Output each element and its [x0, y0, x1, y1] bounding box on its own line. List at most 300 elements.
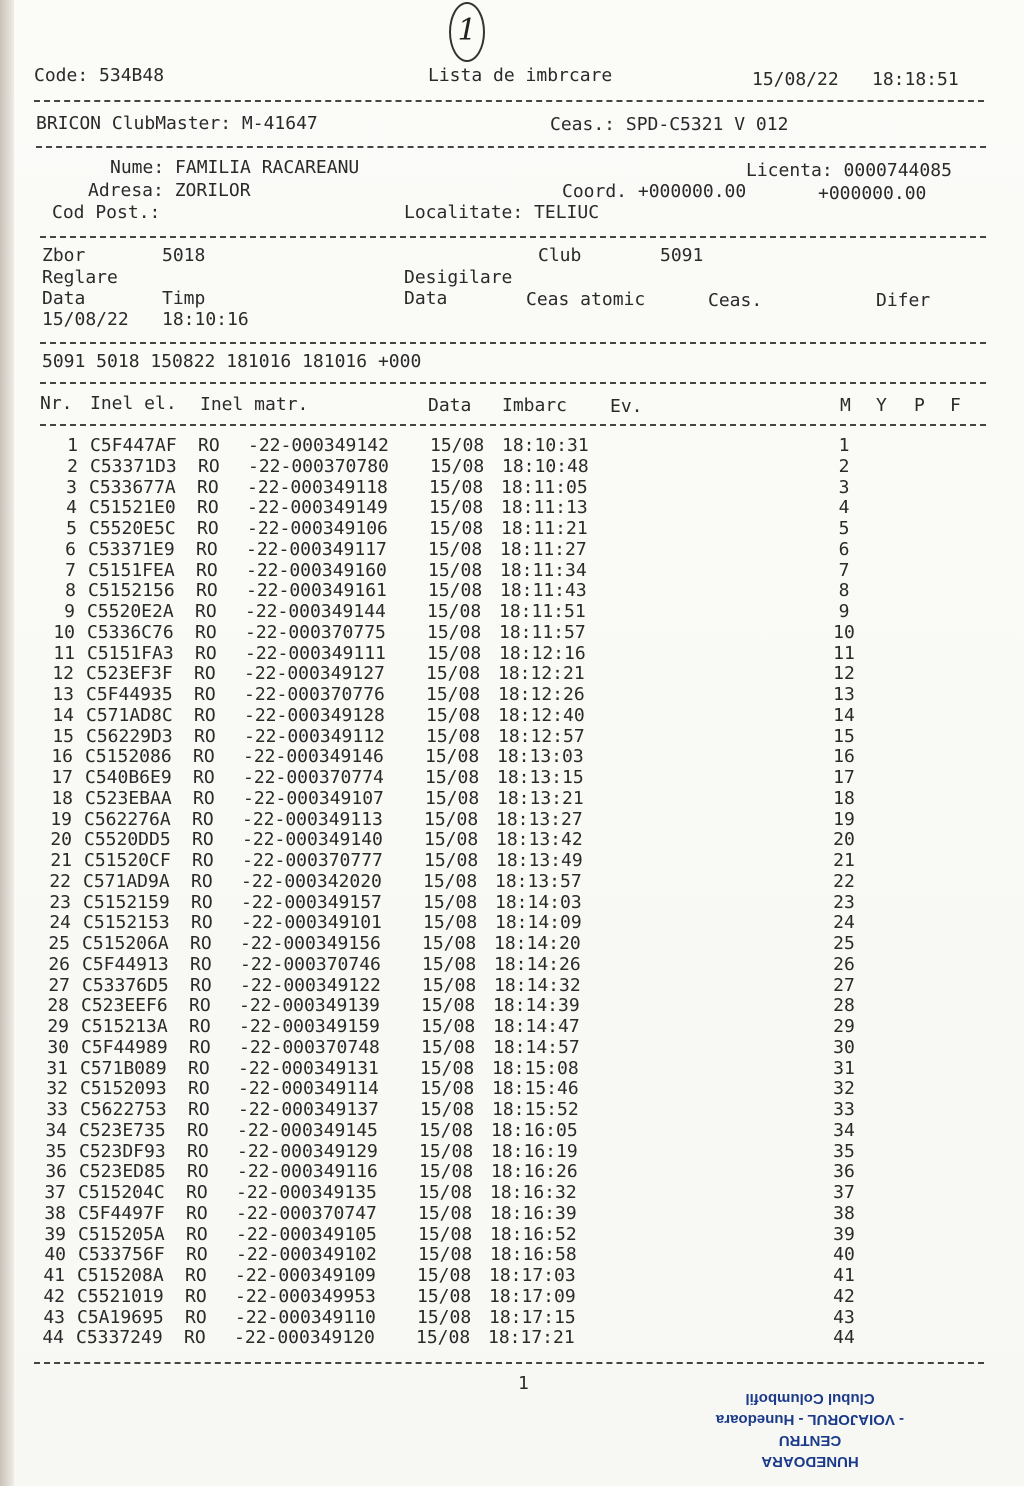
- row-date: 15/08: [428, 580, 483, 601]
- row-position: 42: [833, 1286, 855, 1307]
- row-date: 15/08: [424, 809, 479, 830]
- row-country: RO: [193, 746, 215, 767]
- row-electronic-ring: C5A19695: [77, 1307, 164, 1328]
- unsealing-label: Desigilare: [404, 267, 513, 288]
- row-position: 5: [838, 518, 850, 539]
- row-date: 15/08: [421, 1037, 476, 1058]
- row-country: RO: [194, 705, 216, 726]
- row-time: 18:15:08: [492, 1058, 579, 1079]
- row-position: 3: [838, 477, 850, 498]
- col-event: Ev.: [610, 396, 643, 417]
- table-row: [0, 1266, 1024, 1286]
- row-electronic-ring: C523EEF6: [81, 995, 168, 1016]
- row-time: 18:13:27: [496, 809, 583, 830]
- row-time: 18:17:21: [488, 1327, 575, 1348]
- row-position: 22: [833, 871, 855, 892]
- table-row: [0, 872, 1024, 892]
- row-registration-ring: -22-000349149: [247, 497, 388, 518]
- row-date: 15/08: [425, 767, 480, 788]
- row-registration-ring: -22-000370775: [245, 622, 386, 643]
- row-nr: 15: [52, 726, 74, 747]
- row-position: 36: [833, 1161, 855, 1182]
- row-nr: 17: [51, 767, 73, 788]
- col-electronic-ring: Inel el.: [90, 393, 177, 414]
- table-row: [0, 893, 1024, 913]
- row-position: 11: [833, 643, 855, 664]
- table-row: [0, 644, 1024, 664]
- col-nr: Nr.: [40, 393, 73, 414]
- table-row: [0, 706, 1024, 726]
- table-row: [0, 1100, 1024, 1120]
- flight-label: Zbor: [42, 245, 86, 266]
- table-row: [0, 498, 1024, 518]
- row-date: 15/08: [419, 1141, 474, 1162]
- setting-time: 18:10:16: [162, 309, 249, 330]
- row-nr: 3: [66, 477, 77, 498]
- row-position: 24: [833, 912, 855, 933]
- row-country: RO: [190, 954, 212, 975]
- col-boarding: Imbarc: [502, 395, 568, 416]
- row-electronic-ring: C5520E2A: [87, 601, 174, 622]
- row-date: 15/08: [426, 726, 481, 747]
- row-position: 41: [833, 1265, 855, 1286]
- row-date: 15/08: [422, 954, 477, 975]
- row-country: RO: [194, 726, 216, 747]
- row-time: 18:11:21: [501, 518, 588, 539]
- table-row: [0, 1328, 1024, 1348]
- row-electronic-ring: C515208A: [77, 1265, 164, 1286]
- stamp-line: - VOIAJORUL - Hunedoara: [715, 1411, 905, 1428]
- row-registration-ring: -22-000349161: [246, 580, 387, 601]
- row-date: 15/08: [425, 788, 480, 809]
- row-position: 9: [838, 601, 850, 622]
- row-position: 4: [838, 497, 850, 518]
- row-electronic-ring: C5622753: [80, 1099, 167, 1120]
- time-label: Timp: [162, 288, 206, 309]
- row-position: 29: [833, 1016, 855, 1037]
- row-registration-ring: -22-000349144: [245, 601, 386, 622]
- row-country: RO: [198, 456, 220, 477]
- row-time: 18:14:20: [494, 933, 581, 954]
- row-position: 40: [833, 1244, 855, 1265]
- flight-summary: 5091 5018 150822 181016 181016 +000: [42, 351, 422, 372]
- row-electronic-ring: C523EF3F: [86, 663, 173, 684]
- separator: [34, 1362, 984, 1364]
- row-position: 33: [833, 1099, 855, 1120]
- row-country: RO: [186, 1244, 208, 1265]
- row-registration-ring: -22-000342020: [241, 871, 382, 892]
- row-country: RO: [188, 1058, 210, 1079]
- row-electronic-ring: C51521E0: [89, 497, 176, 518]
- row-position: 34: [833, 1120, 855, 1141]
- row-date: 15/08: [418, 1182, 473, 1203]
- row-nr: 41: [43, 1265, 65, 1286]
- table-row: [0, 602, 1024, 622]
- row-date: 15/08: [422, 933, 477, 954]
- row-position: 30: [833, 1037, 855, 1058]
- row-registration-ring: -22-000349137: [238, 1099, 379, 1120]
- row-registration-ring: -22-000349111: [245, 643, 386, 664]
- row-position: 43: [833, 1307, 855, 1328]
- separator: [36, 146, 986, 148]
- col-m: M: [840, 395, 851, 416]
- table-row: [0, 1308, 1024, 1328]
- postal-code: Cod Post.:: [52, 202, 161, 223]
- col-f: F: [950, 395, 961, 416]
- row-time: 18:11:43: [500, 580, 587, 601]
- row-date: 15/08: [420, 1099, 475, 1120]
- table-row: [0, 519, 1024, 539]
- row-electronic-ring: C5152153: [83, 912, 170, 933]
- row-electronic-ring: C5151FEA: [88, 560, 175, 581]
- table-row: [0, 1038, 1024, 1058]
- row-registration-ring: -22-000349118: [247, 477, 388, 498]
- table-row: [0, 830, 1024, 850]
- stamp-line: HUNEDOARA: [761, 1453, 859, 1470]
- row-date: 15/08: [420, 1058, 475, 1079]
- row-date: 15/08: [421, 995, 476, 1016]
- row-nr: 26: [48, 954, 70, 975]
- row-date: 15/08: [425, 746, 480, 767]
- row-time: 18:10:31: [502, 435, 589, 456]
- row-date: 15/08: [429, 518, 484, 539]
- row-country: RO: [196, 580, 218, 601]
- row-electronic-ring: C5F44935: [86, 684, 173, 705]
- row-nr: 38: [44, 1203, 66, 1224]
- table-row: [0, 727, 1024, 747]
- row-country: RO: [197, 477, 219, 498]
- row-electronic-ring: C515213A: [81, 1016, 168, 1037]
- row-time: 18:16:19: [491, 1141, 578, 1162]
- table-row: [0, 996, 1024, 1016]
- code-label: Code: 534B48: [34, 65, 165, 86]
- row-country: RO: [185, 1265, 207, 1286]
- clock-label: Ceas.: [708, 290, 763, 311]
- clock-id: Ceas.: SPD-C5321 V 012: [550, 114, 789, 135]
- row-nr: 42: [43, 1286, 65, 1307]
- row-time: 18:10:48: [502, 456, 589, 477]
- row-nr: 25: [48, 933, 70, 954]
- row-electronic-ring: C5521019: [77, 1286, 164, 1307]
- row-electronic-ring: C571AD9A: [83, 871, 170, 892]
- row-country: RO: [197, 497, 219, 518]
- separator: [40, 342, 986, 344]
- row-time: 18:16:52: [490, 1224, 577, 1245]
- row-date: 15/08: [418, 1244, 473, 1265]
- table-row: [0, 810, 1024, 830]
- table-row: [0, 913, 1024, 933]
- row-registration-ring: -22-000370748: [239, 1037, 380, 1058]
- row-electronic-ring: C5520DD5: [84, 829, 171, 850]
- row-position: 23: [833, 892, 855, 913]
- row-registration-ring: -22-000349131: [238, 1058, 379, 1079]
- row-country: RO: [192, 829, 214, 850]
- document-title: Lista de imbrcare: [428, 65, 613, 86]
- row-country: RO: [190, 975, 212, 996]
- table-row: [0, 1059, 1024, 1079]
- row-time: 18:14:03: [495, 892, 582, 913]
- license: Licenta: 0000744085: [746, 160, 952, 181]
- row-nr: 11: [53, 643, 75, 664]
- row-country: RO: [189, 1016, 211, 1037]
- col-date: Data: [428, 395, 472, 416]
- row-position: 12: [833, 663, 855, 684]
- row-country: RO: [198, 435, 220, 456]
- row-nr: 29: [47, 1016, 69, 1037]
- row-country: RO: [186, 1182, 208, 1203]
- row-nr: 30: [47, 1037, 69, 1058]
- row-time: 18:14:47: [493, 1016, 580, 1037]
- row-country: RO: [195, 601, 217, 622]
- row-date: 15/08: [420, 1078, 475, 1099]
- col-p: P: [914, 395, 925, 416]
- table-row: [0, 747, 1024, 767]
- club-label: Club: [538, 245, 582, 266]
- row-registration-ring: -22-000349110: [235, 1307, 376, 1328]
- row-time: 18:16:05: [491, 1120, 578, 1141]
- handwritten-page-mark: 1: [449, 2, 485, 62]
- row-electronic-ring: C571AD8C: [86, 705, 173, 726]
- row-nr: 24: [49, 912, 71, 933]
- row-date: 15/08: [424, 829, 479, 850]
- col-y: Y: [876, 395, 887, 416]
- row-registration-ring: -22-000349105: [236, 1224, 377, 1245]
- row-time: 18:11:27: [500, 539, 587, 560]
- table-row: [0, 540, 1024, 560]
- row-position: 13: [833, 684, 855, 705]
- row-registration-ring: -22-000349128: [244, 705, 385, 726]
- row-country: RO: [187, 1141, 209, 1162]
- row-electronic-ring: C5151FA3: [87, 643, 174, 664]
- row-time: 18:12:26: [498, 684, 585, 705]
- row-country: RO: [191, 912, 213, 933]
- row-registration-ring: -22-000349114: [238, 1078, 379, 1099]
- row-registration-ring: -22-000349145: [237, 1120, 378, 1141]
- atomic-clock-label: Ceas atomic: [526, 289, 646, 310]
- row-nr: 5: [66, 518, 77, 539]
- stamp-line: Clubul Columbofil: [745, 1390, 875, 1407]
- table-row: [0, 851, 1024, 871]
- row-registration-ring: -22-000349157: [241, 892, 382, 913]
- coordinates: Coord. +000000.00: [562, 181, 747, 202]
- row-nr: 4: [66, 497, 77, 518]
- owner-address: Adresa: ZORILOR: [88, 180, 251, 201]
- row-registration-ring: -22-000370774: [243, 767, 384, 788]
- row-nr: 44: [42, 1327, 64, 1348]
- row-country: RO: [186, 1203, 208, 1224]
- row-position: 18: [833, 788, 855, 809]
- row-registration-ring: -22-000349117: [246, 539, 387, 560]
- row-time: 18:13:21: [497, 788, 584, 809]
- owner-name: Nume: FAMILIA RACAREANU: [110, 157, 360, 178]
- row-date: 15/08: [422, 975, 477, 996]
- row-position: 6: [838, 539, 850, 560]
- row-time: 18:16:39: [490, 1203, 577, 1224]
- row-date: 15/08: [419, 1161, 474, 1182]
- row-registration-ring: -22-000349102: [236, 1244, 377, 1265]
- row-nr: 7: [65, 560, 76, 581]
- row-date: 15/08: [423, 892, 478, 913]
- table-row: [0, 955, 1024, 975]
- table-row: [0, 1245, 1024, 1265]
- row-nr: 8: [65, 580, 76, 601]
- row-nr: 12: [52, 663, 74, 684]
- row-nr: 2: [67, 456, 78, 477]
- separator: [40, 236, 986, 238]
- table-row: [0, 1225, 1024, 1245]
- row-position: 38: [833, 1203, 855, 1224]
- row-date: 15/08: [430, 456, 485, 477]
- flight-number: 5018: [162, 245, 206, 266]
- unsealing-date-label: Data: [404, 288, 448, 309]
- row-position: 17: [833, 767, 855, 788]
- row-position: 20: [833, 829, 855, 850]
- row-country: RO: [195, 643, 217, 664]
- row-electronic-ring: C515205A: [78, 1224, 165, 1245]
- table-row: [0, 436, 1024, 456]
- table-row: [0, 934, 1024, 954]
- row-registration-ring: -22-000370776: [244, 684, 385, 705]
- row-nr: 1: [67, 435, 78, 456]
- row-time: 18:11:05: [501, 477, 588, 498]
- row-electronic-ring: C5337249: [76, 1327, 163, 1348]
- row-nr: 19: [50, 809, 72, 830]
- row-country: RO: [189, 995, 211, 1016]
- row-nr: 23: [49, 892, 71, 913]
- row-nr: 36: [45, 1161, 67, 1182]
- row-nr: 13: [52, 684, 74, 705]
- row-registration-ring: -22-000349112: [244, 726, 385, 747]
- row-position: 37: [833, 1182, 855, 1203]
- row-registration-ring: -22-000349120: [234, 1327, 375, 1348]
- row-position: 21: [833, 850, 855, 871]
- row-electronic-ring: C5336C76: [87, 622, 174, 643]
- row-date: 15/08: [426, 684, 481, 705]
- row-country: RO: [190, 933, 212, 954]
- row-registration-ring: -22-000349116: [237, 1161, 378, 1182]
- table-row: [0, 1183, 1024, 1203]
- row-country: RO: [187, 1161, 209, 1182]
- row-registration-ring: -22-000349106: [247, 518, 388, 539]
- row-country: RO: [193, 788, 215, 809]
- table-row: [0, 561, 1024, 581]
- row-electronic-ring: C523EBAA: [85, 788, 172, 809]
- row-time: 18:16:32: [490, 1182, 577, 1203]
- row-position: 44: [833, 1327, 855, 1348]
- row-date: 15/08: [419, 1120, 474, 1141]
- row-date: 15/08: [417, 1307, 472, 1328]
- row-electronic-ring: C56229D3: [86, 726, 173, 747]
- row-date: 15/08: [428, 539, 483, 560]
- row-date: 15/08: [429, 497, 484, 518]
- difference-label: Difer: [876, 290, 931, 311]
- coordinates-second: +000000.00: [818, 183, 927, 204]
- row-nr: 27: [48, 975, 70, 996]
- row-time: 18:13:49: [496, 850, 583, 871]
- row-time: 18:14:32: [494, 975, 581, 996]
- row-position: 26: [833, 954, 855, 975]
- table-row: [0, 478, 1024, 498]
- row-country: RO: [194, 684, 216, 705]
- row-nr: 21: [50, 850, 72, 871]
- row-electronic-ring: C53371E9: [88, 539, 175, 560]
- row-electronic-ring: C562276A: [84, 809, 171, 830]
- row-nr: 39: [44, 1224, 66, 1245]
- row-country: RO: [185, 1307, 207, 1328]
- row-date: 15/08: [417, 1286, 472, 1307]
- row-country: RO: [196, 539, 218, 560]
- row-date: 15/08: [426, 663, 481, 684]
- row-position: 39: [833, 1224, 855, 1245]
- row-date: 15/08: [417, 1265, 472, 1286]
- stamp-line: CENTRU: [778, 1432, 842, 1449]
- row-electronic-ring: C5F44989: [81, 1037, 168, 1058]
- row-nr: 6: [65, 539, 76, 560]
- row-date: 15/08: [418, 1224, 473, 1245]
- print-time: 18:18:51: [872, 69, 959, 90]
- row-time: 18:11:34: [500, 560, 587, 581]
- row-registration-ring: -22-000349109: [235, 1265, 376, 1286]
- row-electronic-ring: C515206A: [82, 933, 169, 954]
- row-electronic-ring: C5F447AF: [90, 435, 177, 456]
- row-registration-ring: -22-000370780: [248, 456, 389, 477]
- row-nr: 22: [49, 871, 71, 892]
- row-position: 31: [833, 1058, 855, 1079]
- row-time: 18:13:42: [496, 829, 583, 850]
- table-row: [0, 457, 1024, 477]
- row-registration-ring: -22-000349140: [242, 829, 383, 850]
- row-time: 18:16:26: [491, 1161, 578, 1182]
- row-registration-ring: -22-000349159: [239, 1016, 380, 1037]
- row-time: 18:14:09: [495, 912, 582, 933]
- row-nr: 20: [50, 829, 72, 850]
- row-nr: 18: [51, 788, 73, 809]
- row-position: 14: [833, 705, 855, 726]
- row-country: RO: [194, 663, 216, 684]
- row-electronic-ring: C53376D5: [82, 975, 169, 996]
- row-nr: 10: [53, 622, 75, 643]
- row-position: 8: [838, 580, 850, 601]
- row-country: RO: [192, 809, 214, 830]
- table-row: [0, 581, 1024, 601]
- row-electronic-ring: C5152159: [83, 892, 170, 913]
- row-registration-ring: -22-000349142: [248, 435, 389, 456]
- row-date: 15/08: [426, 705, 481, 726]
- row-position: 7: [838, 560, 850, 581]
- print-date: 15/08/22: [752, 69, 839, 90]
- row-electronic-ring: C533756F: [78, 1244, 165, 1265]
- row-registration-ring: -22-000349156: [240, 933, 381, 954]
- row-position: 28: [833, 995, 855, 1016]
- row-country: RO: [191, 871, 213, 892]
- row-electronic-ring: C5F44913: [82, 954, 169, 975]
- table-row: [0, 1204, 1024, 1224]
- row-electronic-ring: C571B089: [80, 1058, 167, 1079]
- row-date: 15/08: [418, 1203, 473, 1224]
- row-nr: 33: [46, 1099, 68, 1120]
- row-position: 1: [838, 435, 850, 456]
- table-row: [0, 623, 1024, 643]
- row-country: RO: [192, 850, 214, 871]
- row-nr: 28: [47, 995, 69, 1016]
- row-time: 18:11:57: [499, 622, 586, 643]
- row-time: 18:13:15: [497, 767, 584, 788]
- row-electronic-ring: C515204C: [78, 1182, 165, 1203]
- row-nr: 40: [44, 1244, 66, 1265]
- row-electronic-ring: C523E735: [79, 1120, 166, 1141]
- row-time: 18:12:16: [499, 643, 586, 664]
- row-nr: 37: [44, 1182, 66, 1203]
